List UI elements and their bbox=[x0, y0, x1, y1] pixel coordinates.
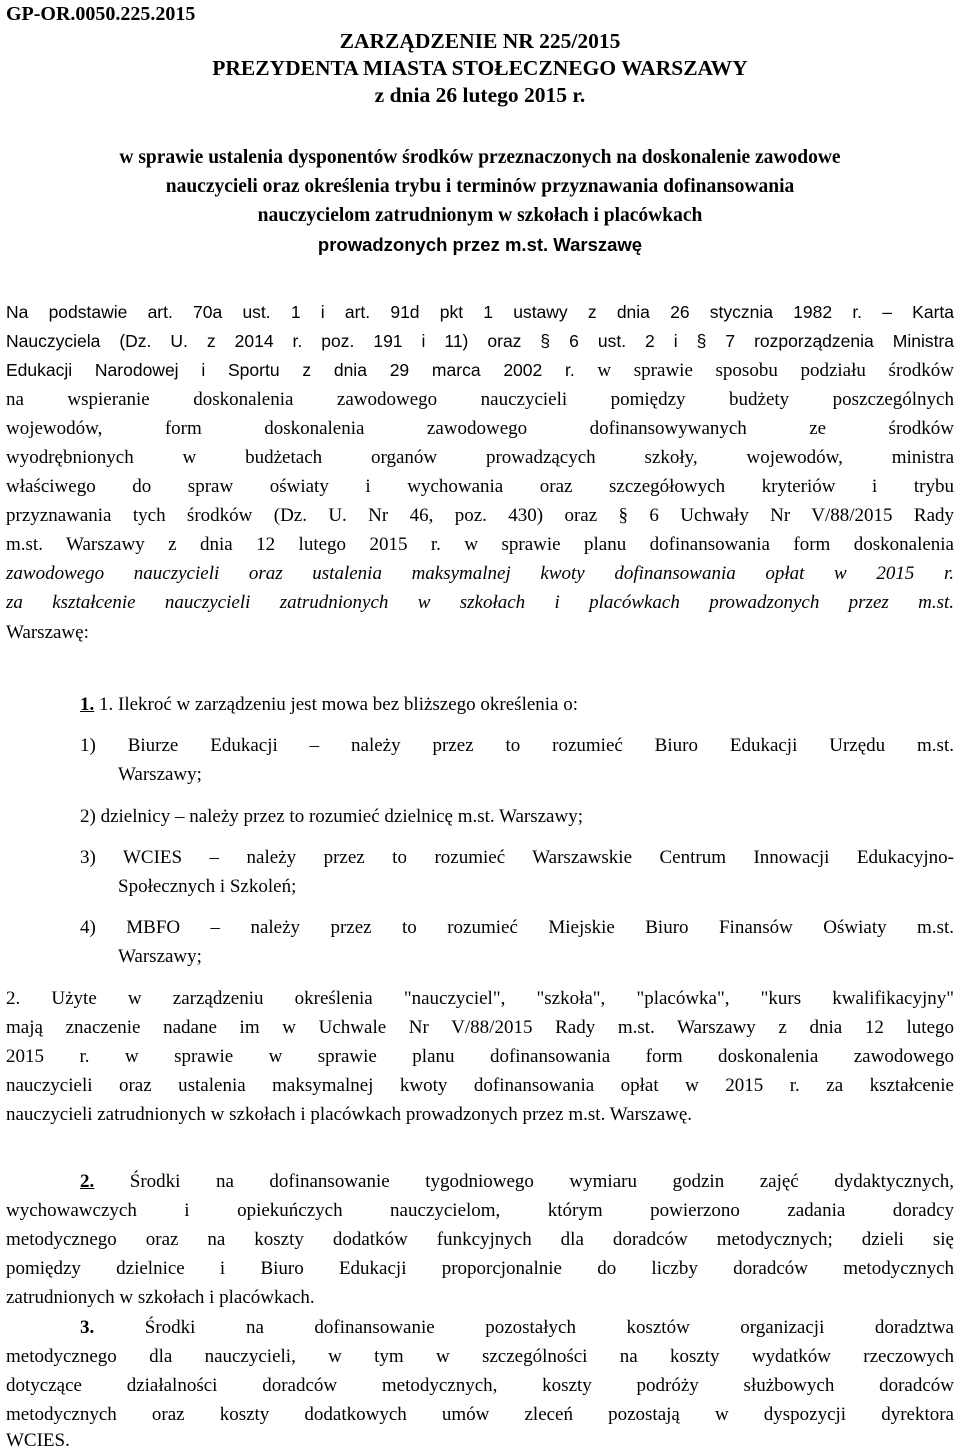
definition-item: 4) MBFO – należy przez to rozumieć Miejskie Biuro Finansów Oświaty m.st. bbox=[80, 917, 954, 938]
heading-issuer: PREZYDENTA MIASTA STOŁECZNEGO WARSZAWY bbox=[212, 56, 748, 80]
preamble-line: wojewodów, form doskonalenia zawodowego dofinansowywanych ze środków bbox=[6, 418, 954, 439]
subject-line: nauczycielom zatrudnionym w szkołach i placówkach bbox=[257, 205, 703, 226]
paragraph-3-line bbox=[80, 1313, 954, 1342]
paragraph-3-line: metodycznego dla nauczycieli, w tym w szczególności na koszty wydatków rzeczowych bbox=[6, 1346, 954, 1367]
paragraph-2-line: wychowawczych i opiekuńczych nauczycielom, którym powierzono zadania doradcy bbox=[6, 1200, 954, 1221]
paragraph-3-line: WCIES. bbox=[6, 1430, 70, 1451]
definition-item-cont: Warszawy; bbox=[118, 946, 202, 967]
paragraph-2-line: zatrudnionych w szkołach i placówkach. bbox=[6, 1287, 315, 1308]
paragraph-text: Środki na dofinansowanie tygodniowego wymiaru godzin zajęć dydaktycznych, bbox=[94, 1171, 954, 1192]
paragraph-text: Środki na dofinansowanie pozostałych kosztów organizacji doradztwa bbox=[94, 1317, 954, 1338]
preamble-line: przyznawania tych środków (Dz. U. Nr 46, poz. 430) oraz § 6 Uchwały Nr V/88/2015 Rady bbox=[6, 505, 954, 526]
paragraph-3-line: metodycznych oraz koszty dodatkowych umów zleceń pozostają w dyspozycji dyrektora bbox=[6, 1404, 954, 1425]
subject-line: nauczycieli oraz określenia trybu i terminów przyznawania dofinansowania bbox=[165, 176, 795, 197]
paragraph-number: 2. bbox=[80, 1171, 95, 1192]
paragraph-number: 1. bbox=[80, 694, 95, 715]
document-subject bbox=[0, 143, 960, 259]
preamble-line: Nauczyciela (Dz. U. z 2014 r. poz. 191 i 11) oraz § 6 ust. 2 i § 7 rozporządzenia Ministra bbox=[6, 331, 954, 351]
paragraph-number: 3. bbox=[80, 1317, 95, 1338]
paragraph-2-line: pomiędzy dzielnice i Biuro Edukacji proporcjonalnie do liczby doradców metodycznych bbox=[6, 1258, 954, 1279]
section-2-line: nauczycieli oraz ustalenia maksymalnej kwoty dofinansowania opłat w 2015 r. za kształcenie bbox=[6, 1075, 954, 1096]
preamble-line: m.st. Warszawy z dnia 12 lutego 2015 r. w sprawie planu dofinansowania form doskonalenia bbox=[6, 534, 954, 555]
section-2-line: 2. Użyte w zarządzeniu określenia "nauczyciel", "szkoła", "placówka", "kurs kwalifikacyjny" bbox=[6, 988, 954, 1009]
heading-title: ZARZĄDZENIE NR 225/2015 bbox=[339, 29, 621, 53]
preamble-line bbox=[6, 356, 954, 385]
document-id: GP-OR.0050.225.2015 bbox=[6, 3, 196, 25]
section-2-line: mają znaczenie nadane im w Uchwale Nr V/88/2015 Rady m.st. Warszawy z dnia 12 lutego bbox=[6, 1017, 954, 1038]
paragraph-3-line: dotyczące działalności doradców metodycznych, koszty podróży służbowych doradców bbox=[6, 1375, 954, 1396]
paragraph-1-lead bbox=[80, 690, 578, 719]
preamble-line: zawodowego nauczycieli oraz ustalenia maksymalnej kwoty dofinansowania opłat w 2015 r. bbox=[6, 563, 954, 584]
paragraph-2-line: metodycznego oraz na koszty dodatków funkcyjnych dla doradców metodycznych; dzieli się bbox=[6, 1229, 954, 1250]
preamble-line: właściwego do spraw oświaty i wychowania oraz szczegółowych kryteriów i trybu bbox=[6, 476, 954, 497]
definition-item: 3) WCIES – należy przez to rozumieć Warszawskie Centrum Innowacji Edukacyjno- bbox=[80, 847, 954, 868]
section-2-line: 2015 r. w sprawie w sprawie planu dofinansowania form doskonalenia zawodowego bbox=[6, 1046, 954, 1067]
definition-item-cont: Warszawy; bbox=[118, 764, 202, 785]
subject-line: prowadzonych przez m.st. Warszawę bbox=[317, 234, 643, 255]
paragraph-lead-text: 1. Ilekroć w zarządzeniu jest mowa bez bliższego określenia o: bbox=[94, 694, 579, 715]
preamble-fragment: w sprawie sposobu podziału środków bbox=[574, 360, 954, 381]
preamble-line: Warszawę: bbox=[6, 622, 89, 643]
definition-item: 1) Biurze Edukacji – należy przez to rozumieć Biuro Edukacji Urzędu m.st. bbox=[80, 735, 954, 756]
section-2-line: nauczycieli zatrudnionych w szkołach i placówkach prowadzonych przez m.st. Warszawę. bbox=[6, 1104, 693, 1125]
document-heading bbox=[0, 28, 960, 109]
preamble-line: na wspieranie doskonalenia zawodowego nauczycieli pomiędzy budżety poszczególnych bbox=[6, 389, 954, 410]
preamble-line: Na podstawie art. 70a ust. 1 i art. 91d pkt 1 ustawy z dnia 26 stycznia 1982 r. – Karta bbox=[6, 302, 954, 322]
definition-item-cont: Społecznych i Szkoleń; bbox=[118, 876, 297, 897]
paragraph-2-line bbox=[80, 1167, 954, 1196]
preamble-fragment: Edukacji Narodowej i Sportu z dnia 29 marca 2002 r. bbox=[6, 360, 575, 380]
heading-date: z dnia 26 lutego 2015 r. bbox=[374, 83, 586, 107]
preamble-line: wyodrębnionych w budżetach organów prowadzących szkoły, wojewodów, ministra bbox=[6, 447, 954, 468]
subject-line: w sprawie ustalenia dysponentów środków przeznaczonych na doskonalenie zawodowe bbox=[119, 147, 841, 168]
preamble-line: za kształcenie nauczycieli zatrudnionych w szkołach i placówkach prowadzonych przez m.st. bbox=[6, 592, 954, 613]
definition-item: 2) dzielnicy – należy przez to rozumieć dzielnicę m.st. Warszawy; bbox=[80, 806, 583, 827]
